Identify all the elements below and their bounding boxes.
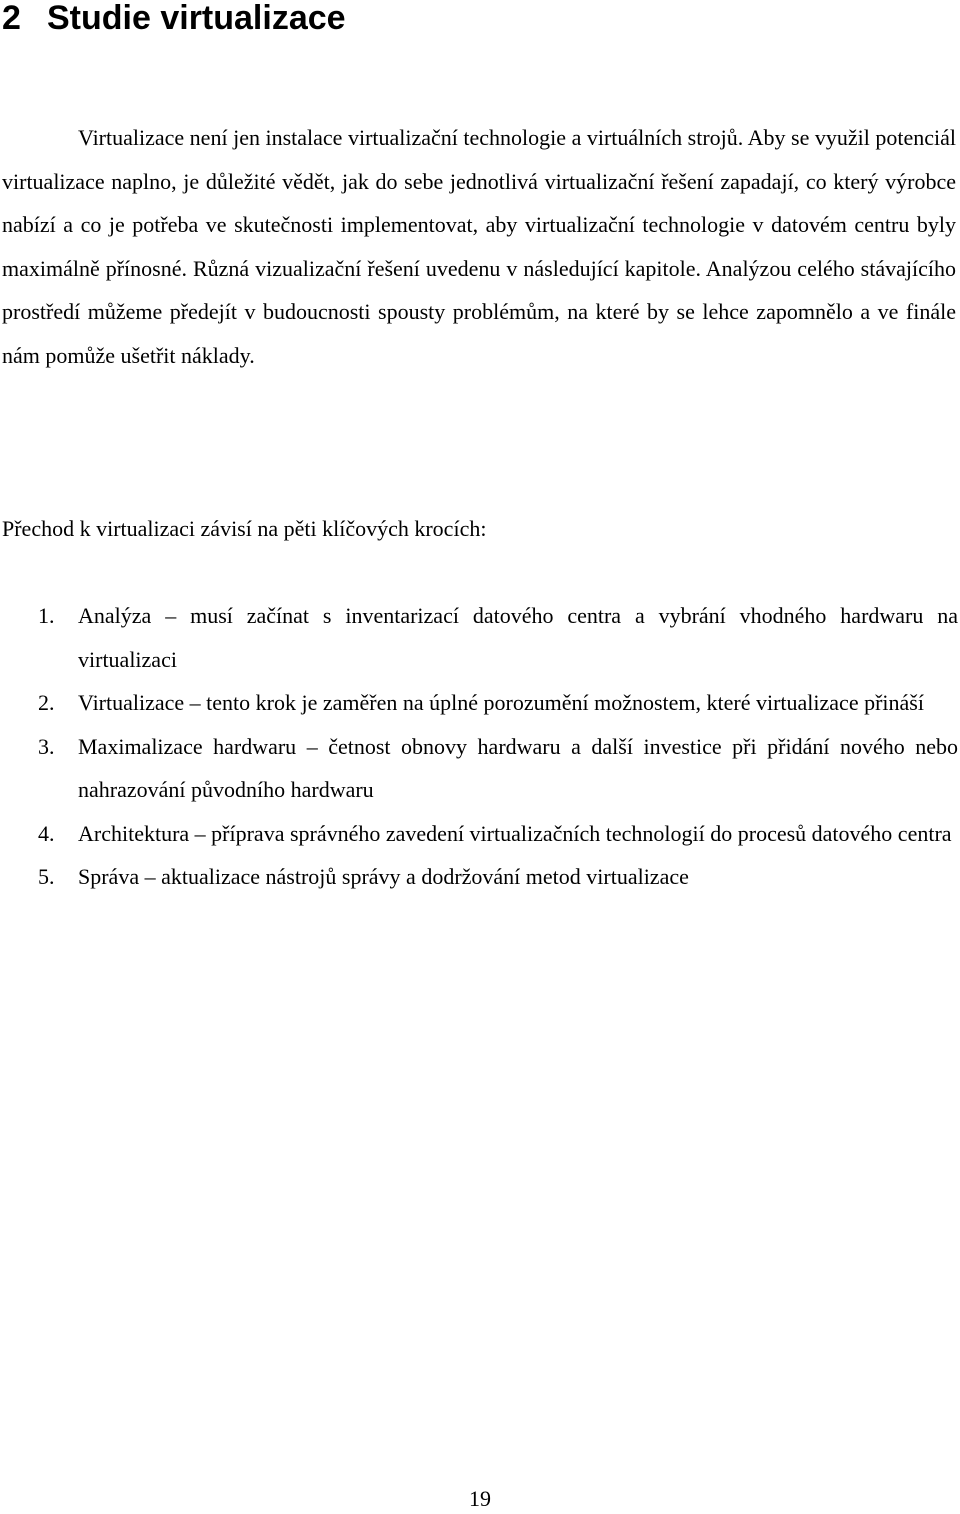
step-text: tento krok je zaměřen na úplné porozumění možnostem, které virtualizace přináší	[206, 690, 924, 715]
list-item	[0, 855, 958, 899]
list-marker: 4.	[38, 820, 55, 846]
page-number: 19	[469, 1486, 491, 1511]
step-dash: –	[189, 690, 201, 715]
step-text: aktualizace nástrojů správy a dodržování metod virtualizace	[161, 864, 689, 889]
chapter-heading	[2, 0, 346, 40]
step-term: Maximalizace hardwaru	[78, 733, 297, 759]
step-term: Analýza	[78, 603, 152, 628]
list-item	[0, 812, 958, 856]
list-item	[0, 681, 958, 725]
list-marker: 5.	[38, 864, 55, 889]
step-term: Architektura	[78, 820, 190, 846]
step-dash: –	[144, 864, 156, 889]
list-marker: 2.	[38, 690, 55, 715]
step-text: příprava správného zavedení virtualizačních technologií do procesů datového centra	[211, 820, 952, 846]
list-marker: 1.	[38, 603, 55, 628]
step-dash: –	[165, 603, 177, 628]
list-item	[0, 725, 958, 812]
intro-paragraph: Virtualizace není jen instalace virtualizační technologie a virtuálních strojů. Aby se využil potenciál virtualizace naplno, je důležité vědět, jak do sebe jednotlivá virtualizační řešení zapadají, co který výrobce nabízí a co je potřeba ve skutečnosti implementovat, aby virtualizační technologie v datovém centru byly maximálně přínosné. Různá vizualizační řešení uvedenu v následující kapitole. Analýzou celého stávajícího prostředí můžeme předejít v budoucnosti spousty problémům, na které by se lehce zapomnělo a ve finále nám pomůže ušetřit náklady.	[2, 125, 956, 368]
list-item	[0, 594, 958, 681]
step-term: Správa	[78, 864, 140, 889]
chapter-title: Studie virtualizace	[47, 0, 346, 37]
list-marker: 3.	[38, 733, 55, 759]
step-text: musí začínat s inventarizací datového centra a vybrání vhodného hardwaru na virtualizaci	[78, 603, 959, 672]
step-text: četnost obnovy hardwaru a další investice při přidání nového nebo nahrazování původního hardwaru	[78, 733, 958, 802]
step-term: Virtualizace	[78, 690, 185, 715]
steps-intro: Přechod k virtualizaci závisí na pěti klíčových krocích:	[2, 516, 487, 541]
step-dash: –	[194, 820, 206, 846]
chapter-number: 2	[2, 0, 21, 37]
steps-list	[0, 594, 958, 899]
step-dash: –	[306, 733, 318, 759]
